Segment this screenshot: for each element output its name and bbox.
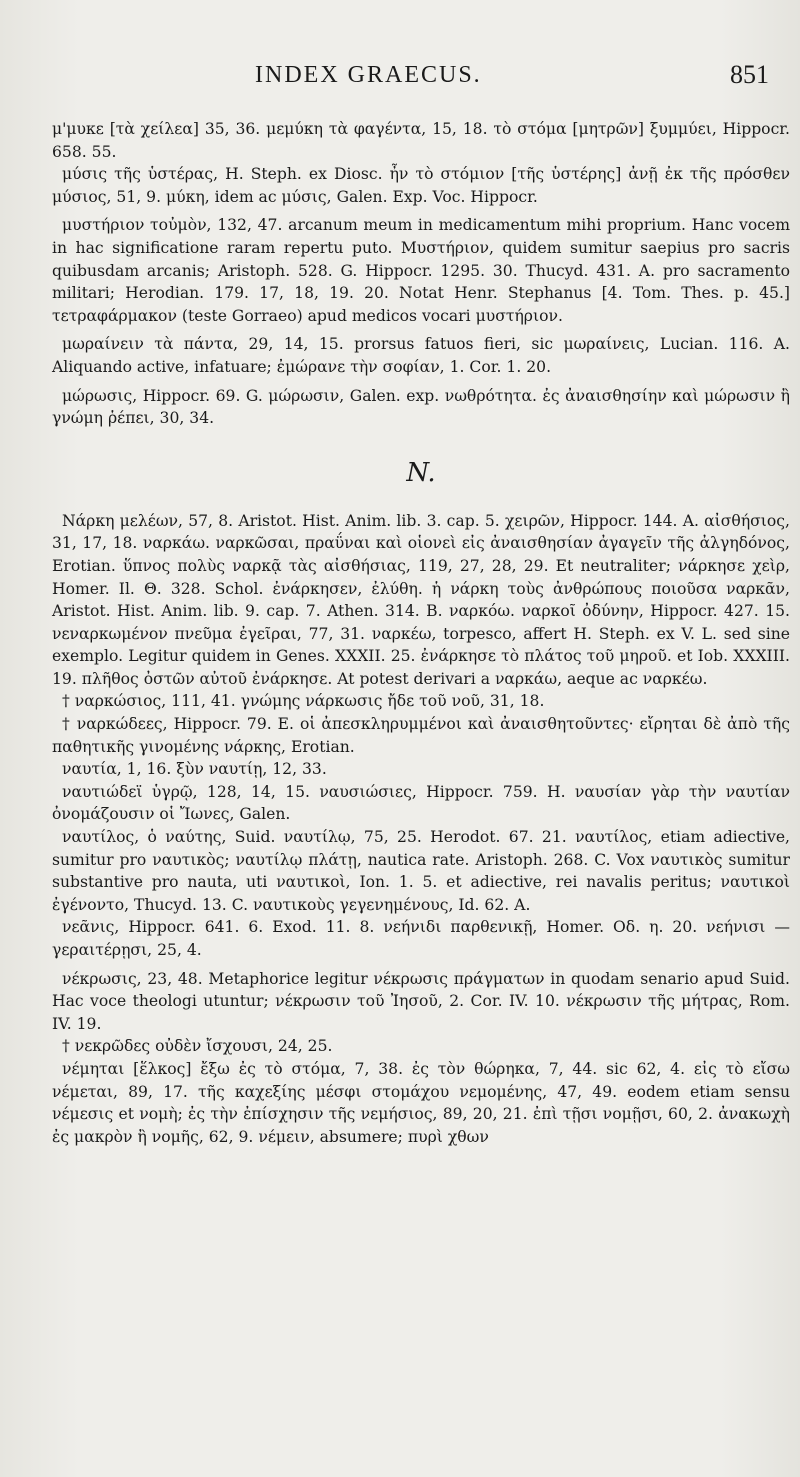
index-entry: † νεκρῶδες οὐδὲν ἴσχουσι, 24, 25.: [62, 1037, 333, 1056]
index-entry: Νάρκη μελέων, 57, 8. Aristot. Hist. Anim. lib. 3. cap. 5. χειρῶν, Hippocr. 144. A. αἰσθήσιος, 31, 17, 18. ναρκάω. ναρκῶσαι, πραΰναι καὶ οἱονεὶ εἰς ἀναισθησίαν ἀγαγεῖν τῆς ἀλγηδόνος, Erotian. ὕπνος πολὺς ναρκᾷ τὰς αἰσθήσιας, 119, 27, 28, 29. Et neutraliter; νάρκησε χεὶρ, Homer. Il. Θ. 328. Schol. ἐνάρκησεν, ἐλύθη. ἡ νάρκη τοὺς ἀνθρώπους ποιοῦσα ναρκᾶν, Aristot. Hist. Anim. lib. 9. cap. 7. Athen. 314. B. ναρκόω. ναρκοῖ ὀδύνην, Hippocr. 427. 15. νεναρκωμένον πνεῦμα ἐγεῖραι, 77, 31. ναρκέω, torpesco, affert H. Steph. ex V. L. sed sine exemplo. Legitur quidem in Genes. XXXII. 25. ἐνάρκησε τὸ πλάτος τοῦ μηροῦ. et Iob. XXXIII. 19. πλῆθος ὀστῶν αὐτοῦ ἐνάρκησε. At potest derivari a ναρκάω, aeque ac ναρκέω.: [52, 511, 790, 688]
running-head: INDEX GRAECUS.: [255, 62, 482, 88]
index-entry: ναυτιώδεϊ ὑγρῷ, 128, 14, 15. ναυσιώσιες, Hippocr. 759. H. ναυσίαν γὰρ τὴν ναυτίαν ὀνομάζουσιν οἱ Ἴωνες, Galen.: [52, 782, 790, 824]
page-number: 851: [730, 60, 769, 89]
index-entry: μ'μυκε [τὰ χείλεα] 35, 36. μεμύκη τὰ φαγέντα, 15, 18. τὸ στόμα [μητρῶν] ξυμμύει, Hippocr. 658. 55.: [52, 120, 790, 161]
section-letter-heading: N.: [406, 457, 436, 488]
index-entry: ναυτίλος, ὁ ναύτης, Suid. ναυτίλῳ, 75, 25. Herodot. 67. 21. ναυτίλος, etiam adiective, sumitur pro ναυτικὸς; ναυτίλῳ πλάτῃ, nautica rate. Aristoph. 268. C. Vox ναυτικὸς sumitur substantive pro nauta, uti ναυτικοὶ, Ion. 1. 5. et adiective, rei navalis peritus; ναυτικοὶ ἐγένοντο, Thucyd. 13. C. ναυτικοὺς γεγενημένους, Id. 62. A.: [52, 828, 790, 914]
index-entry: μύσις τῆς ὑστέρας, H. Steph. ex Diosc. ἦν τὸ στόμιον [τῆς ὑστέρης] ἀνῇ ἐκ τῆς πρόσθεν μύσιος, 51, 9. μύκη, idem ac μύσις, Galen. Exp. Voc. Hippocr.: [52, 165, 790, 206]
index-entry: μωραίνειν τὰ πάντα, 29, 14, 15. prorsus fatuos fieri, sic μωραίνεις, Lucian. 116. A. Aliquando active, infatuare; ἐμώρανε τὴν σοφίαν, 1. Cor. 1. 20.: [52, 335, 790, 376]
text-column: [52, 118, 790, 1148]
index-entry: νέμηται [ἕλκος] ἔξω ἐς τὸ στόμα, 7, 38. ἐς τὸν θώρηκα, 7, 44. sic 62, 4. εἰς τὸ εἴσω νέμεται, 89, 17. τῆς καχεξίης μέσφι στομάχου νεμομένης, 47, 49. eodem etiam sensu νέμεσις et νομὴ; ἐς τὴν ἐπίσχησιν τῆς νεμήσιος, 89, 20, 21. ἐπὶ τῇσι νομῇσι, 60, 2. ἀνακωχὴ ἐς μακρὸν ἢ νομῆς, 62, 9. νέμειν, absumere; πυρὶ χθων: [52, 1059, 790, 1146]
index-entry: † ναρκώσιος, 111, 41. γνώμης νάρκωσις ἤδε τοῦ νοῦ, 31, 18.: [62, 692, 545, 711]
page-header: [0, 62, 800, 102]
index-entry: † ναρκώδεες, Hippocr. 79. E. οἱ ἀπεσκληρυμμένοι καὶ ἀναισθητοῦντες· εἴρηται δὲ ἀπὸ τῆς παθητικῆς γινομένης νάρκης, Erotian.: [52, 715, 790, 756]
index-entry: νέκρωσις, 23, 48. Metaphorice legitur νέκρωσις πράγματων in quodam senario apud Suid. Hac voce theologi utuntur; νέκρωσιν τοῦ Ἰησοῦ, 2. Cor. IV. 10. νέκρωσιν τῆς μήτρας, Rom. IV. 19.: [52, 969, 790, 1033]
index-entry: ναυτία, 1, 16. ξὺν ναυτίῃ, 12, 33.: [62, 760, 327, 779]
index-entry: νεᾶνις, Hippocr. 641. 6. Exod. 11. 8. νεήνιδι παρθενικῇ, Homer. Οδ. η. 20. νεήνισι — γεραιτέρῃσι, 25, 4.: [52, 918, 790, 959]
index-entry: μώρωσις, Hippocr. 69. G. μώρωσιν, Galen. exp. νωθρότητα. ἐς ἀναισθησίην καὶ μώρωσιν ἢ γνώμη ῥέπει, 30, 34.: [52, 386, 790, 428]
index-entry: μυστήριον τοὐμὸν, 132, 47. arcanum meum in medicamentum mihi proprium. Hanc vocem in hac significatione raram repertu puto. Μυστήριον, quidem sumitur saepius pro sacris quibusdam arcanis; Aristoph. 528. G. Hippocr. 1295. 30. Thucyd. 431. A. pro sacramento militari; Herodian. 179. 17, 18, 19. 20. Notat Henr. Stephanus [4. Tom. Thes. p. 45.] τετραφάρμακον (teste Gorraeo) apud medicos vocari μυστήριον.: [52, 216, 790, 325]
